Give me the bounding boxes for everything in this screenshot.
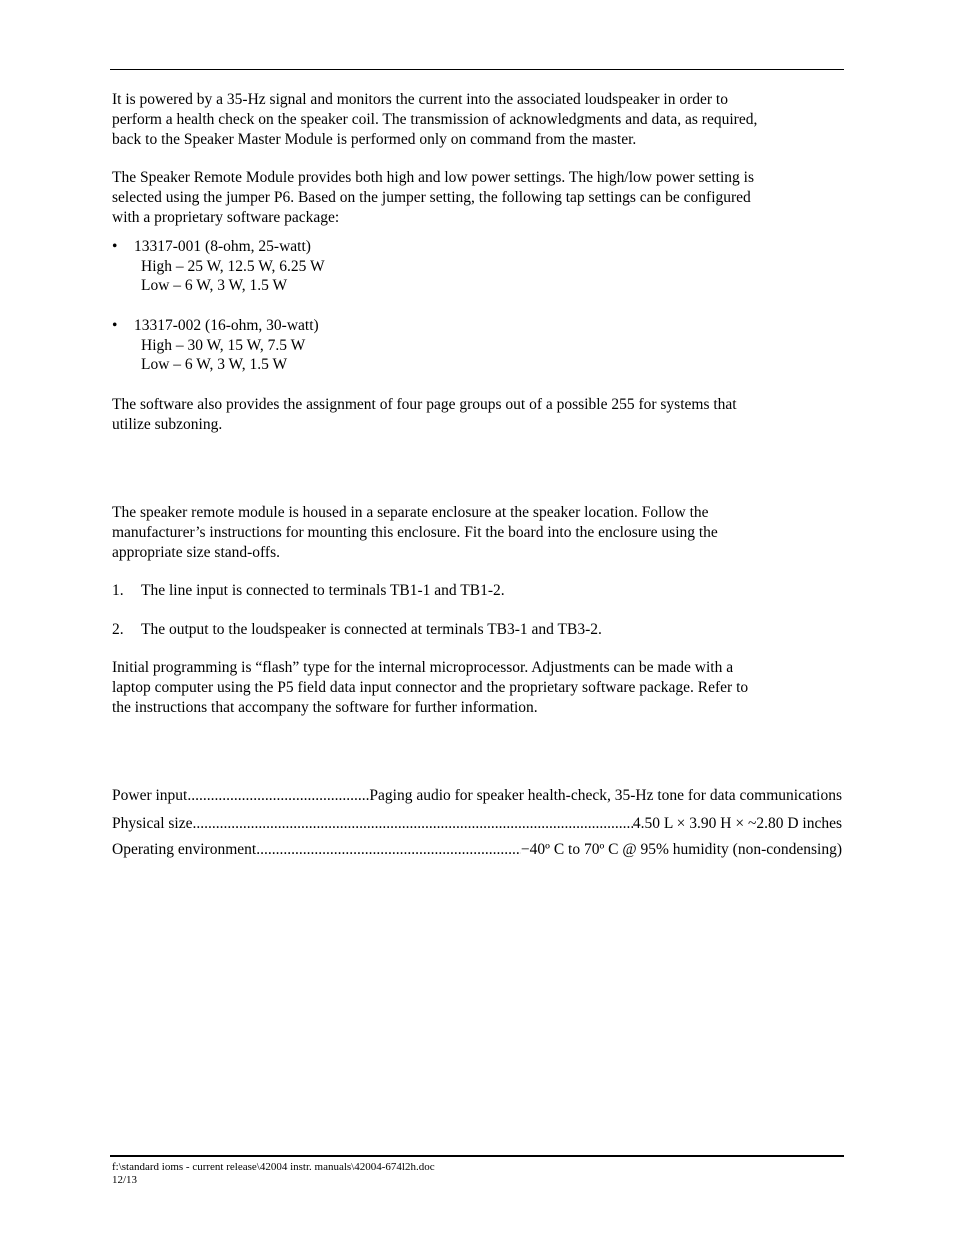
step-number: 1. bbox=[112, 582, 124, 599]
power-line: The Speaker Remote Module provides both high and low power settings. The high/low power setting is bbox=[112, 169, 755, 186]
spec-label: Power input bbox=[112, 787, 188, 804]
spec-value: −40º C to 70º C @ 95% humidity (non-condensing) bbox=[520, 841, 842, 858]
intro-paragraph bbox=[112, 90, 844, 149]
bullet-icon: • bbox=[112, 238, 118, 255]
programming-line: the instructions that accompany the software for further information. bbox=[112, 698, 538, 716]
dot-leader bbox=[256, 840, 521, 860]
footer-date: 12/13 bbox=[112, 1174, 138, 1186]
model-low-settings: Low – 6 W, 3 W, 1.5 W bbox=[141, 356, 288, 373]
spec-value: Paging audio for speaker health-check, 35-Hz tone for data communications bbox=[369, 787, 842, 804]
model-high-settings: High – 30 W, 15 W, 7.5 W bbox=[141, 337, 306, 354]
software-line: utilize subzoning. bbox=[112, 415, 223, 433]
software-line: The software also provides the assignment of four page groups out of a possible 255 for systems that bbox=[112, 396, 737, 413]
power-line: with a proprietary software package: bbox=[112, 208, 340, 226]
footer-file-path: f:\standard ioms - current release\42004 instr. manuals\42004-674l2h.doc bbox=[112, 1161, 435, 1173]
dot-leader bbox=[187, 786, 369, 806]
installation-step bbox=[112, 620, 602, 640]
dot-leader bbox=[193, 814, 633, 834]
installation-line: appropriate size stand-offs. bbox=[112, 543, 281, 561]
spec-row-physical-size bbox=[112, 814, 842, 834]
model-name: 13317-001 (8-ohm, 25-watt) bbox=[134, 238, 311, 255]
model-low-settings: Low – 6 W, 3 W, 1.5 W bbox=[141, 277, 288, 294]
step-text: The line input is connected to terminals TB1-1 and TB1-2. bbox=[141, 582, 505, 599]
footer-rule bbox=[110, 1155, 844, 1157]
intro-line: perform a health check on the speaker coil. The transmission of acknowledgments and data, as required, bbox=[112, 110, 758, 128]
installation-step bbox=[112, 581, 505, 601]
intro-line: back to the Speaker Master Module is performed only on command from the master. bbox=[112, 130, 637, 148]
power-settings-paragraph bbox=[112, 168, 844, 227]
software-paragraph bbox=[112, 395, 844, 435]
power-line: selected using the jumper P6. Based on the jumper setting, the following tap settings can be configured bbox=[112, 188, 751, 206]
model-name: 13317-002 (16-ohm, 30-watt) bbox=[134, 317, 319, 334]
programming-line: laptop computer using the P5 field data input connector and the proprietary software package. Refer to bbox=[112, 678, 749, 696]
installation-line: The speaker remote module is housed in a separate enclosure at the speaker location. Follow the bbox=[112, 504, 709, 521]
step-number: 2. bbox=[112, 621, 124, 638]
header-rule bbox=[110, 69, 844, 70]
spec-value: 4.50 L × 3.90 H × ~2.80 D inches bbox=[632, 815, 842, 832]
programming-paragraph bbox=[112, 658, 844, 717]
programming-line: Initial programming is “flash” type for the internal microprocessor. Adjustments can be made with a bbox=[112, 659, 734, 676]
installation-line: manufacturer’s instructions for mounting this enclosure. Fit the board into the enclosure using the bbox=[112, 523, 718, 541]
spec-row-operating-environment bbox=[112, 840, 842, 860]
step-text: The output to the loudspeaker is connected at terminals TB3-1 and TB3-2. bbox=[141, 621, 602, 638]
model-high-settings: High – 25 W, 12.5 W, 6.25 W bbox=[141, 258, 325, 275]
intro-line: It is powered by a 35-Hz signal and monitors the current into the associated loudspeaker in order to bbox=[112, 91, 728, 108]
bullet-icon: • bbox=[112, 317, 118, 334]
installation-paragraph bbox=[112, 503, 844, 562]
spec-label: Physical size bbox=[112, 815, 193, 832]
spec-label: Operating environment bbox=[112, 841, 257, 858]
spec-row-power-input bbox=[112, 786, 842, 806]
